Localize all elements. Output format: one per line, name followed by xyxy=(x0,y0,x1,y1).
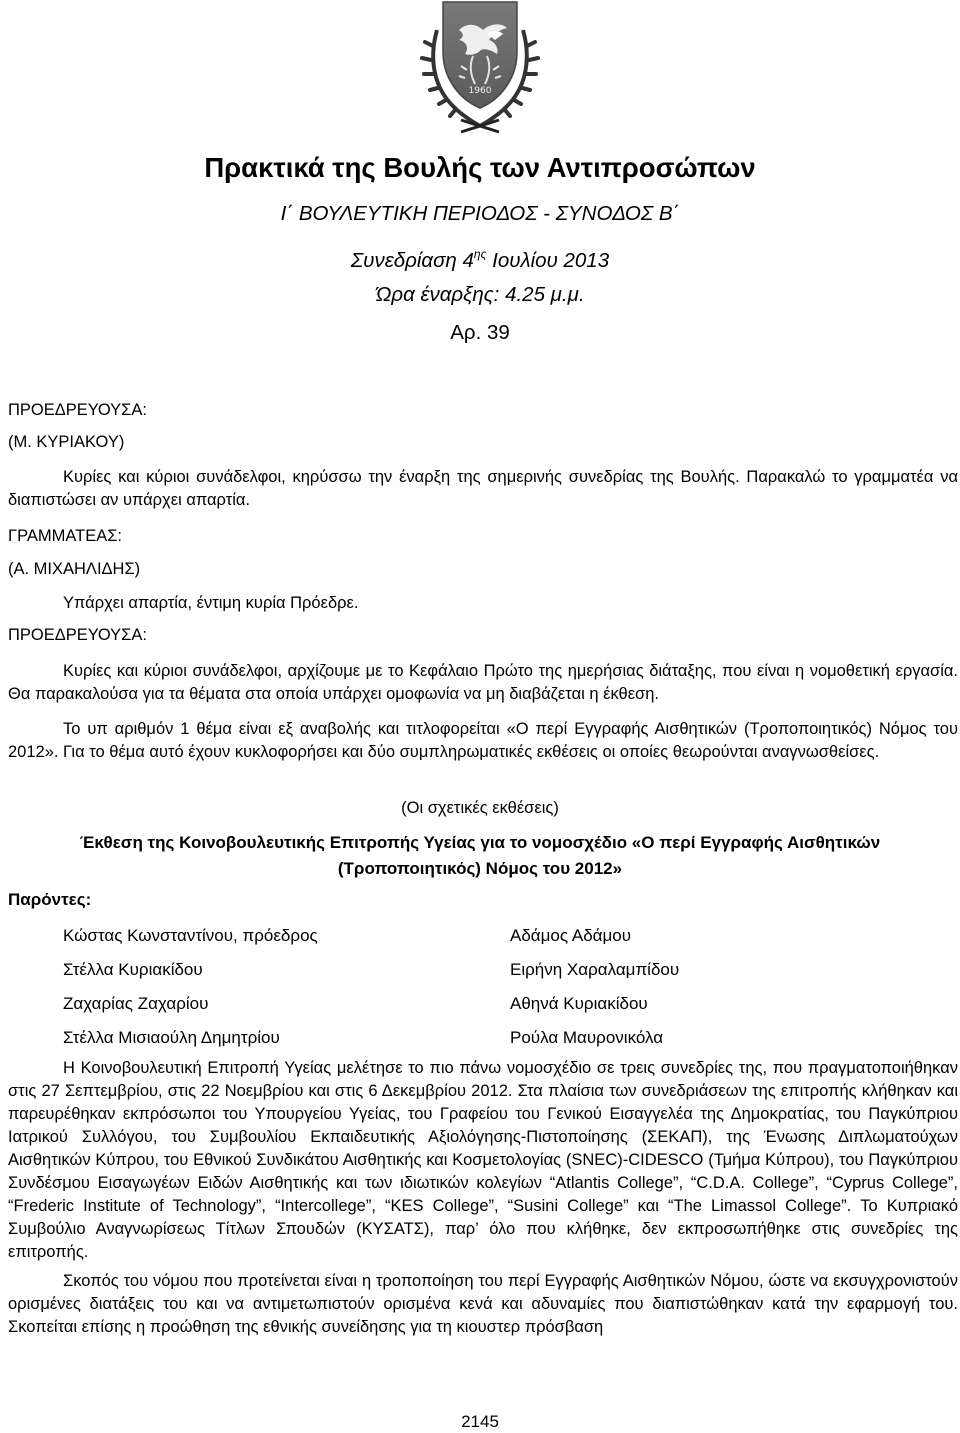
speaker-label: ΠΡΟΕΔΡΕΥΟΥΣΑ: xyxy=(8,626,147,644)
member-name: Ζαχαρίας Ζαχαρίου xyxy=(63,994,209,1013)
speaker-name: (Μ. ΚΥΡΙΑΚΟΥ) xyxy=(8,433,125,451)
member-name: Αθηνά Κυριακίδου xyxy=(510,994,648,1013)
paragraph: Σκοπός του νόμου που προτείνεται είναι η τροποποίηση του περί Εγγραφής Αισθητικών Νόμου, ώστε να εκσυγχρονιστούν ορισμένες διατάξεις του και να αντιμετωπιστούν ορισμένα κενά και αδυναμίες που διαπιστώθηκαν κατά την εφαρμογή του. Σκοπείται επίσης η προώθηση της εθνικής συνείδησης για τη κιουστερ πρόσβαση xyxy=(8,1272,958,1336)
present-label: Παρόντες: xyxy=(8,890,92,909)
member-name: Κώστας Κωνσταντίνου, πρόεδρος xyxy=(63,926,318,945)
speaker-label: ΓΡΑΜΜΑΤΕΑΣ: xyxy=(8,527,123,545)
report-title: Έκθεση της Κοινοβουλευτικής Επιτροπής Υγείας για το νομοσχέδιο «Ο περί Εγγραφής Αισθητικών xyxy=(79,833,881,852)
reports-note: (Οι σχετικές εκθέσεις) xyxy=(401,799,559,817)
member-name: Στέλλα Κυριακίδου xyxy=(63,960,203,979)
speaker-label: ΠΡΟΕΔΡΕΥΟΥΣΑ: xyxy=(8,401,147,419)
member-name: Ειρήνη Χαραλαμπίδου xyxy=(510,960,680,979)
paragraph: Κυρίες και κύριοι συνάδελφοι, κηρύσσω την έναρξη της σημερινής συνεδρίας της Βουλής. Παρακαλώ το γραμματέα να διαπιστώσει αν υπάρχει απαρτία. xyxy=(8,468,958,509)
paragraph: Η Κοινοβουλευτική Επιτροπή Υγείας μελέτησε το πιο πάνω νομοσχέδιο σε τρεις συνεδρίες της, που πραγματοποιήθηκαν στις 27 Σεπτεμβρίου, στις 22 Νοεμβρίου και στις 6 Δεκεμβρίου 2012. Στα πλαίσια των συνεδριάσεων της επιτροπής κλήθηκαν και παρευρέθηκαν εκπρόσωποι του Υπουργείου Υγείας, του Γραφείου του Γενικού Εισαγγελέα της Δημοκρατίας, του Παγκύπριου Ιατρικού Συλλόγου, του Συμβουλίου Εκπαιδευτικής Αξιολόγησης-Πιστοποίησης (ΣΕΚΑΠ), της Ένωσης Διπλωματούχων Αισθητικών Κύπρου, του Εθνικού Συνδικάτου Αισθητικής και Κοσμετολογίας (SNEC)-CIDESCO (Τμήμα Κύπρου), του Παγκύπριου Συνδέσμου Εισαγωγέων Ειδών Αισθητικής και των ιδιωτικών κολεγίων “Atlantis College”, “C.D.A. College”, “Cyprus College”, “Frederic Institute of Technology”, “Intercollege”, “KES College”, “Susini College” και “The Limassol College”. Το Κυπριακό Συμβούλιο Αναγνωρίσεως Τίτλων Σπουδών (ΚΥΣΑΤΣ), παρ’ όλο που κλήθηκε, δεν εκπροσωπήθηκε στις συνεδρίες της επιτροπής. xyxy=(8,1059,958,1261)
seal-year: 1960 xyxy=(468,86,492,96)
session-date: Συνεδρίαση $4^{\eta\varsigma}$ Ιουλίου 2013 xyxy=(350,247,610,272)
paragraph: Το υπ αριθμόν 1 θέμα είναι εξ αναβολής και τιτλοφορείται «Ο περί Εγγραφής Αισθητικών (Τροποποιητικός) Νόμος του 2012». Για το θέμα αυτό έχουν κυκλοφορήσει και δύο συμπληρωματικές εκθέσεις οι οποίες θεωρούνται αναγνωσθείσες. xyxy=(8,720,958,761)
member-name: Στέλλα Μισιαούλη Δημητρίου xyxy=(63,1028,280,1047)
member-name: Ρούλα Μαυρονικόλα xyxy=(510,1028,664,1047)
report-title-continued: (Τροποποιητικός) Νόμος του 2012» xyxy=(337,859,623,878)
coat-of-arms-seal-icon xyxy=(403,0,557,136)
start-time: Ώρα έναρξης: 4.25 μ.μ. xyxy=(375,283,585,306)
member-name: Αδάμος Αδάμου xyxy=(510,926,632,945)
speaker-name: (Α. ΜΙΧΑΗΛΙΔΗΣ) xyxy=(8,560,141,578)
document-title: Πρακτικά της Βουλής των Αντιπροσώπων xyxy=(204,152,756,183)
parliamentary-period: Ι΄ ΒΟΥΛΕΥΤΙΚΗ ΠΕΡΙΟΔΟΣ - ΣΥΝΟΔΟΣ Β΄ xyxy=(280,202,680,225)
page-number: 2145 xyxy=(461,1412,499,1431)
session-number: Αρ. 39 xyxy=(450,321,510,344)
paragraph: Κυρίες και κύριοι συνάδελφοι, αρχίζουμε με το Κεφάλαιο Πρώτο της ημερήσιας διάταξης, που είναι η νομοθετική εργασία. Θα παρακαλούσα για τα θέματα στα οποία υπάρχει ομοφωνία να μη διαβάζεται η έκθεση. xyxy=(8,662,958,703)
paragraph: Υπάρχει απαρτία, έντιμη κυρία Πρόεδρε. xyxy=(63,594,359,612)
